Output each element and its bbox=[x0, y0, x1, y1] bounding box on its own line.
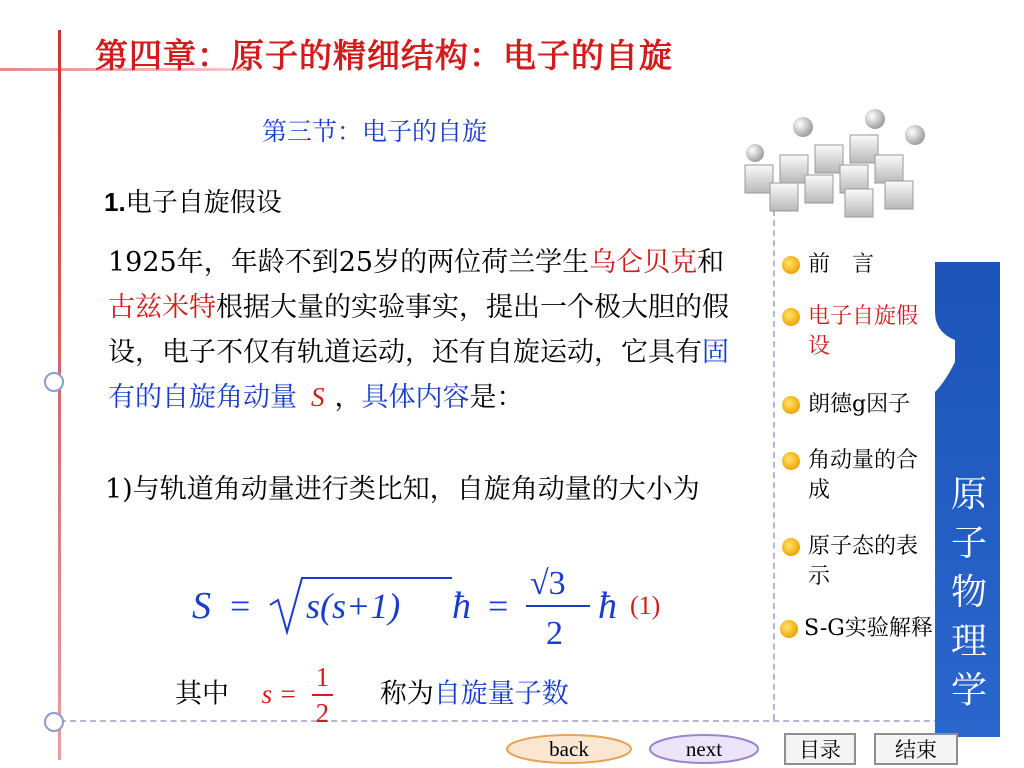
sun-bullet-icon bbox=[782, 256, 800, 274]
sun-bullet-icon bbox=[780, 620, 798, 638]
nav-item-label: 电子自旋假设 bbox=[808, 304, 919, 359]
sun-bullet-icon bbox=[782, 396, 800, 414]
back-button[interactable] bbox=[505, 733, 633, 765]
quantum-number-line bbox=[175, 660, 569, 730]
next-label: next bbox=[685, 736, 723, 761]
formula-label: (1) bbox=[630, 591, 661, 620]
section-number: 1. bbox=[104, 187, 126, 217]
para-comma: ， bbox=[334, 382, 362, 413]
formula-hbar-2: ħ bbox=[598, 585, 617, 627]
left-bottom-circle-ornament bbox=[44, 712, 64, 732]
nav-item-sg-experiment[interactable] bbox=[780, 614, 935, 644]
sun-bullet-icon bbox=[782, 452, 800, 470]
contents-label: 目录 bbox=[799, 738, 841, 762]
spin-magnitude-formula bbox=[190, 550, 710, 650]
nav-item-label: 前 言 bbox=[808, 252, 875, 277]
sun-bullet-icon bbox=[782, 538, 800, 556]
banner-char-4: 理 bbox=[950, 621, 987, 662]
qline-fraction bbox=[312, 660, 334, 730]
banner-char-1: 原 bbox=[950, 474, 987, 515]
section-subtitle: 第三节：电子的自旋 bbox=[262, 117, 488, 146]
qline-den: 2 bbox=[315, 698, 330, 728]
banner-text bbox=[944, 470, 994, 715]
nav-item-lande-g[interactable] bbox=[780, 390, 940, 420]
qline-term: 自旋量子数 bbox=[433, 678, 569, 710]
scientist-name-1: 乌仑贝克 bbox=[589, 247, 698, 278]
formula-numerator: √3 bbox=[530, 565, 566, 602]
nav-item-atomic-state[interactable] bbox=[780, 532, 930, 592]
left-circle-ornament bbox=[44, 372, 64, 392]
left-decor-line bbox=[58, 30, 61, 760]
back-label: back bbox=[549, 736, 589, 761]
para-and: 和 bbox=[697, 247, 725, 278]
contents-button[interactable] bbox=[784, 733, 856, 765]
nav-item-preface[interactable] bbox=[780, 250, 940, 280]
banner-char-5: 学 bbox=[950, 670, 987, 711]
section-heading-text: 电子自旋假设 bbox=[125, 188, 282, 218]
emphasis-intrinsic-spin: 固有的自旋角动量 bbox=[108, 337, 729, 413]
qline-prefix: 其中 bbox=[175, 678, 229, 710]
scientist-name-2: 古兹米特 bbox=[108, 292, 216, 323]
formula-eq-2: = bbox=[488, 586, 509, 626]
formula-lhs: S bbox=[192, 585, 211, 627]
emphasis-specific-content: 具体内容 bbox=[361, 382, 470, 413]
nav-item-label: 角动量的合成 bbox=[808, 448, 919, 503]
para-text-2: 根据大量的实验事实，提出一个极大胆的假设，电子不仅有轨道运动，还有自旋运动，它具有 bbox=[108, 292, 729, 368]
end-label: 结束 bbox=[895, 738, 937, 762]
intro-paragraph bbox=[108, 240, 733, 420]
qline-num: 1 bbox=[312, 660, 334, 696]
cubes-decoration bbox=[725, 105, 935, 220]
right-dashed-line bbox=[773, 200, 775, 720]
point-1-text: 1)与轨道角动量进行类比知，自旋角动量的大小为 bbox=[105, 474, 700, 505]
spin-symbol: S bbox=[311, 382, 325, 412]
banner-char-2: 子 bbox=[950, 523, 987, 564]
nav-item-label: 朗德g因子 bbox=[808, 392, 911, 417]
para-text-1: 1925年，年龄不到25岁的两位荷兰学生 bbox=[108, 247, 590, 278]
next-button[interactable] bbox=[648, 733, 760, 765]
end-button[interactable] bbox=[874, 733, 958, 765]
formula-denominator: 2 bbox=[546, 615, 563, 650]
formula-hbar-1: ħ bbox=[452, 585, 471, 627]
page-title: 第四章：原子的精细结构：电子的自旋 bbox=[95, 36, 673, 75]
qline-called: 称为 bbox=[379, 678, 434, 710]
qline-var: s = bbox=[261, 678, 298, 709]
banner-char-3: 物 bbox=[950, 572, 987, 613]
section-heading bbox=[104, 182, 282, 219]
formula-radicand: s(s+1) bbox=[306, 586, 401, 626]
nav-item-electron-spin[interactable] bbox=[780, 302, 930, 362]
formula-eq-1: = bbox=[230, 586, 251, 626]
nav-item-angular-momentum[interactable] bbox=[780, 446, 930, 506]
nav-item-label: 原子态的表示 bbox=[808, 534, 919, 589]
para-tail: 是： bbox=[469, 382, 524, 413]
nav-item-label: S-G实验解释 bbox=[804, 616, 933, 641]
sun-bullet-icon bbox=[782, 308, 800, 326]
